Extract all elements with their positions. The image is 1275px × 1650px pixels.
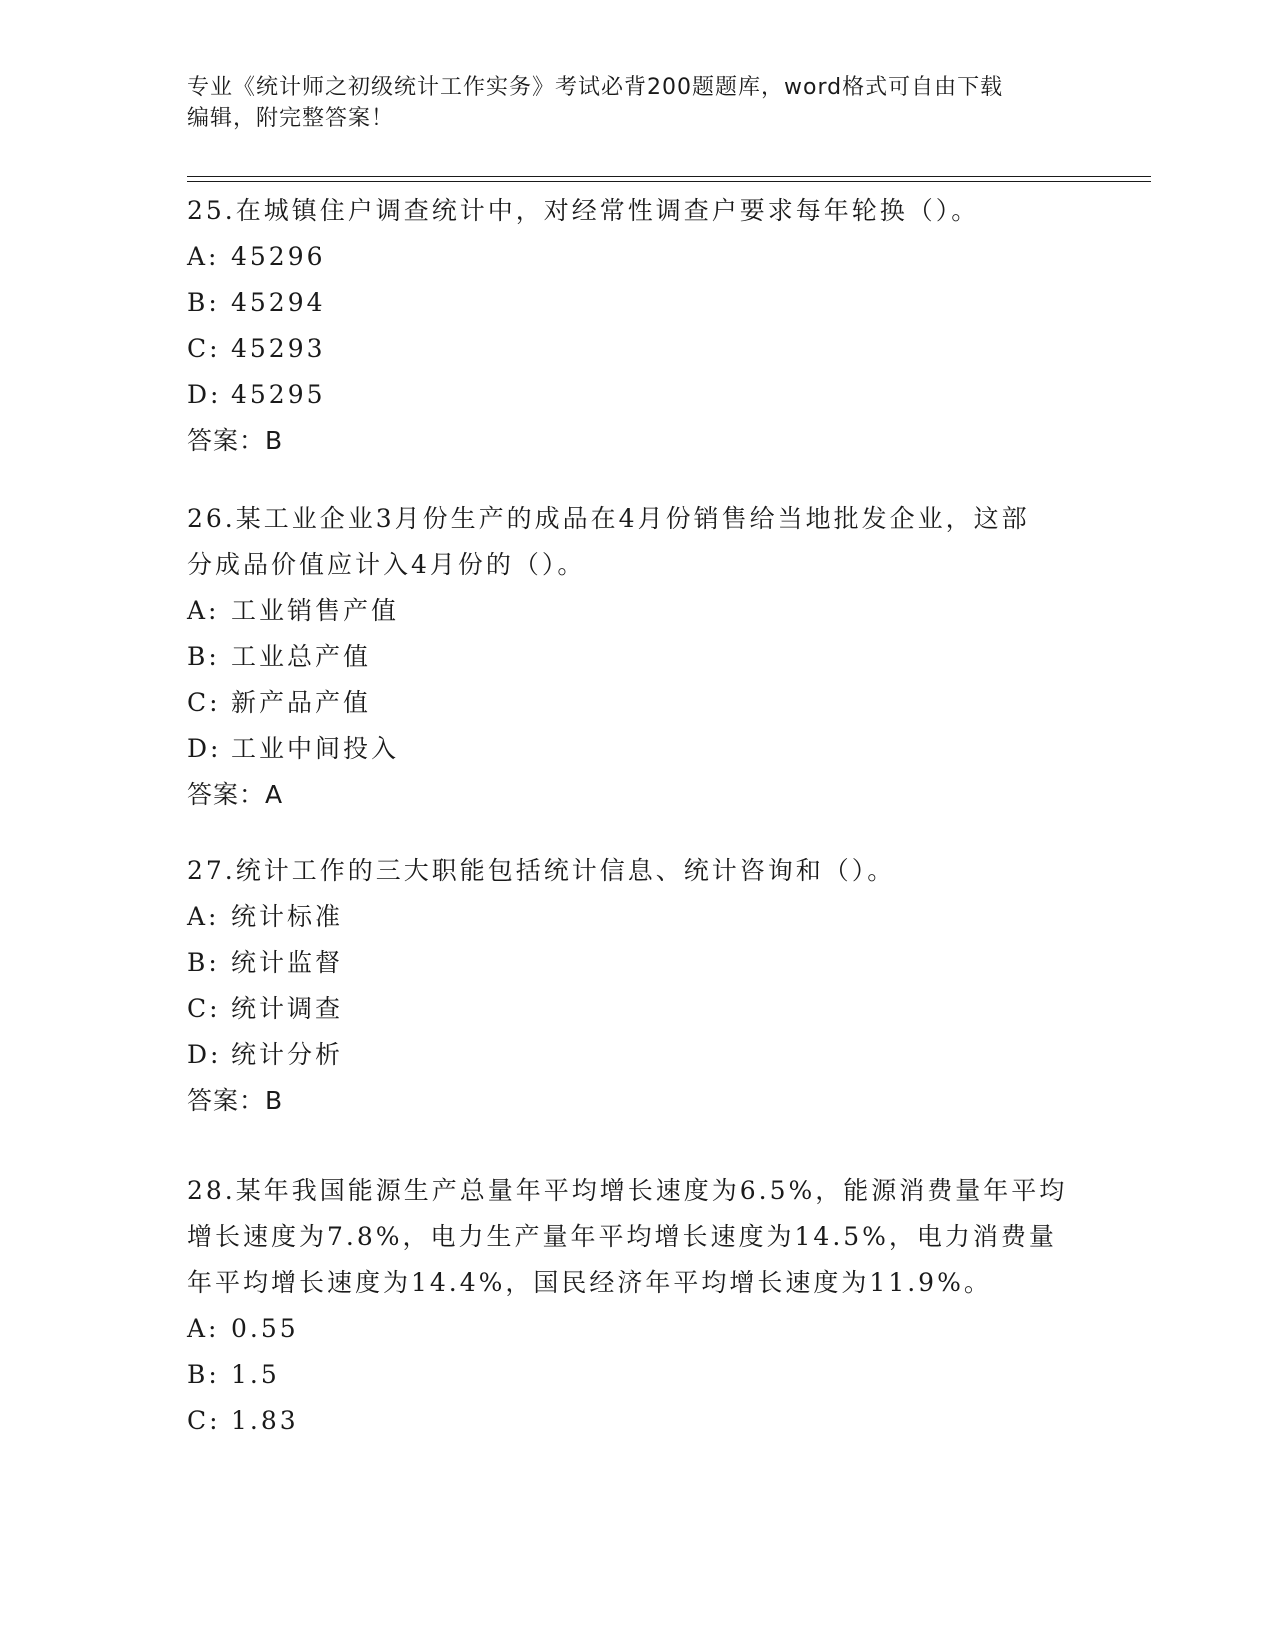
option-a: [187, 894, 1087, 940]
question-28: [187, 1168, 1087, 1444]
option-letter: D:: [187, 1040, 222, 1069]
option-letter: B:: [187, 642, 220, 671]
option-letter: A:: [187, 1314, 220, 1343]
option-text: 工业销售产值: [231, 596, 400, 625]
option-letter: C:: [187, 994, 221, 1023]
option-text: 45295: [231, 380, 326, 409]
option-letter: A:: [187, 242, 220, 271]
header-line-1: 专业《统计师之初级统计工作实务》考试必背200题题库，word格式可自由下载: [187, 75, 1004, 100]
question-25: [187, 188, 1087, 464]
question-stem: 分成品价值应计入4月份的（）。: [187, 550, 586, 579]
option-text: 45296: [231, 242, 326, 271]
question-stem: 年平均增长速度为14.4%，国民经济年平均增长速度为11.9%。: [187, 1268, 992, 1297]
option-text: 统计监督: [231, 948, 344, 977]
answer-label: 答案：A: [187, 780, 284, 809]
option-letter: C:: [187, 1406, 221, 1435]
option-letter: B:: [187, 1360, 220, 1389]
option-text: 统计调查: [231, 994, 344, 1023]
option-a: [187, 588, 1087, 634]
option-d: [187, 372, 1087, 418]
option-text: 新产品产值: [231, 688, 372, 717]
question-26: [187, 496, 1087, 818]
option-d: [187, 726, 1087, 772]
option-b: [187, 634, 1087, 680]
option-letter: C:: [187, 334, 221, 363]
option-b: [187, 940, 1087, 986]
option-text: 1.83: [231, 1406, 299, 1435]
option-letter: D:: [187, 734, 222, 763]
option-text: 工业总产值: [231, 642, 372, 671]
answer-label: 答案：B: [187, 1086, 284, 1115]
option-text: 45293: [231, 334, 326, 363]
question-27: [187, 848, 1087, 1124]
header-divider-top: [187, 176, 1151, 177]
option-text: 统计标准: [231, 902, 344, 931]
option-c: [187, 986, 1087, 1032]
option-b: [187, 1352, 1087, 1398]
header-divider-bottom: [187, 181, 1151, 182]
option-text: 统计分析: [231, 1040, 344, 1069]
option-c: [187, 680, 1087, 726]
option-text: 1.5: [231, 1360, 280, 1389]
option-letter: A:: [187, 596, 220, 625]
option-letter: A:: [187, 902, 220, 931]
option-letter: B:: [187, 948, 220, 977]
option-text: 工业中间投入: [231, 734, 400, 763]
question-stem: 增长速度为7.8%，电力生产量年平均增长速度为14.5%，电力消费量: [187, 1222, 1057, 1251]
option-c: [187, 326, 1087, 372]
option-text: 45294: [231, 288, 326, 317]
option-a: [187, 234, 1087, 280]
question-stem: 26.某工业企业3月份生产的成品在4月份销售给当地批发企业，这部: [187, 504, 1030, 533]
question-stem: 27.统计工作的三大职能包括统计信息、统计咨询和（）。: [187, 856, 896, 885]
document-header: [187, 72, 1087, 134]
question-stem: 25.在城镇住户调查统计中，对经常性调查户要求每年轮换（）。: [187, 196, 980, 225]
question-stem: 28.某年我国能源生产总量年平均增长速度为6.5%，能源消费量年平均: [187, 1176, 1068, 1205]
option-letter: D:: [187, 380, 222, 409]
option-letter: B:: [187, 288, 220, 317]
option-letter: C:: [187, 688, 221, 717]
option-c: [187, 1398, 1087, 1444]
option-text: 0.55: [231, 1314, 299, 1343]
option-b: [187, 280, 1087, 326]
header-line-2: 编辑，附完整答案！: [187, 106, 395, 131]
answer-label: 答案：B: [187, 426, 284, 455]
option-d: [187, 1032, 1087, 1078]
option-a: [187, 1306, 1087, 1352]
